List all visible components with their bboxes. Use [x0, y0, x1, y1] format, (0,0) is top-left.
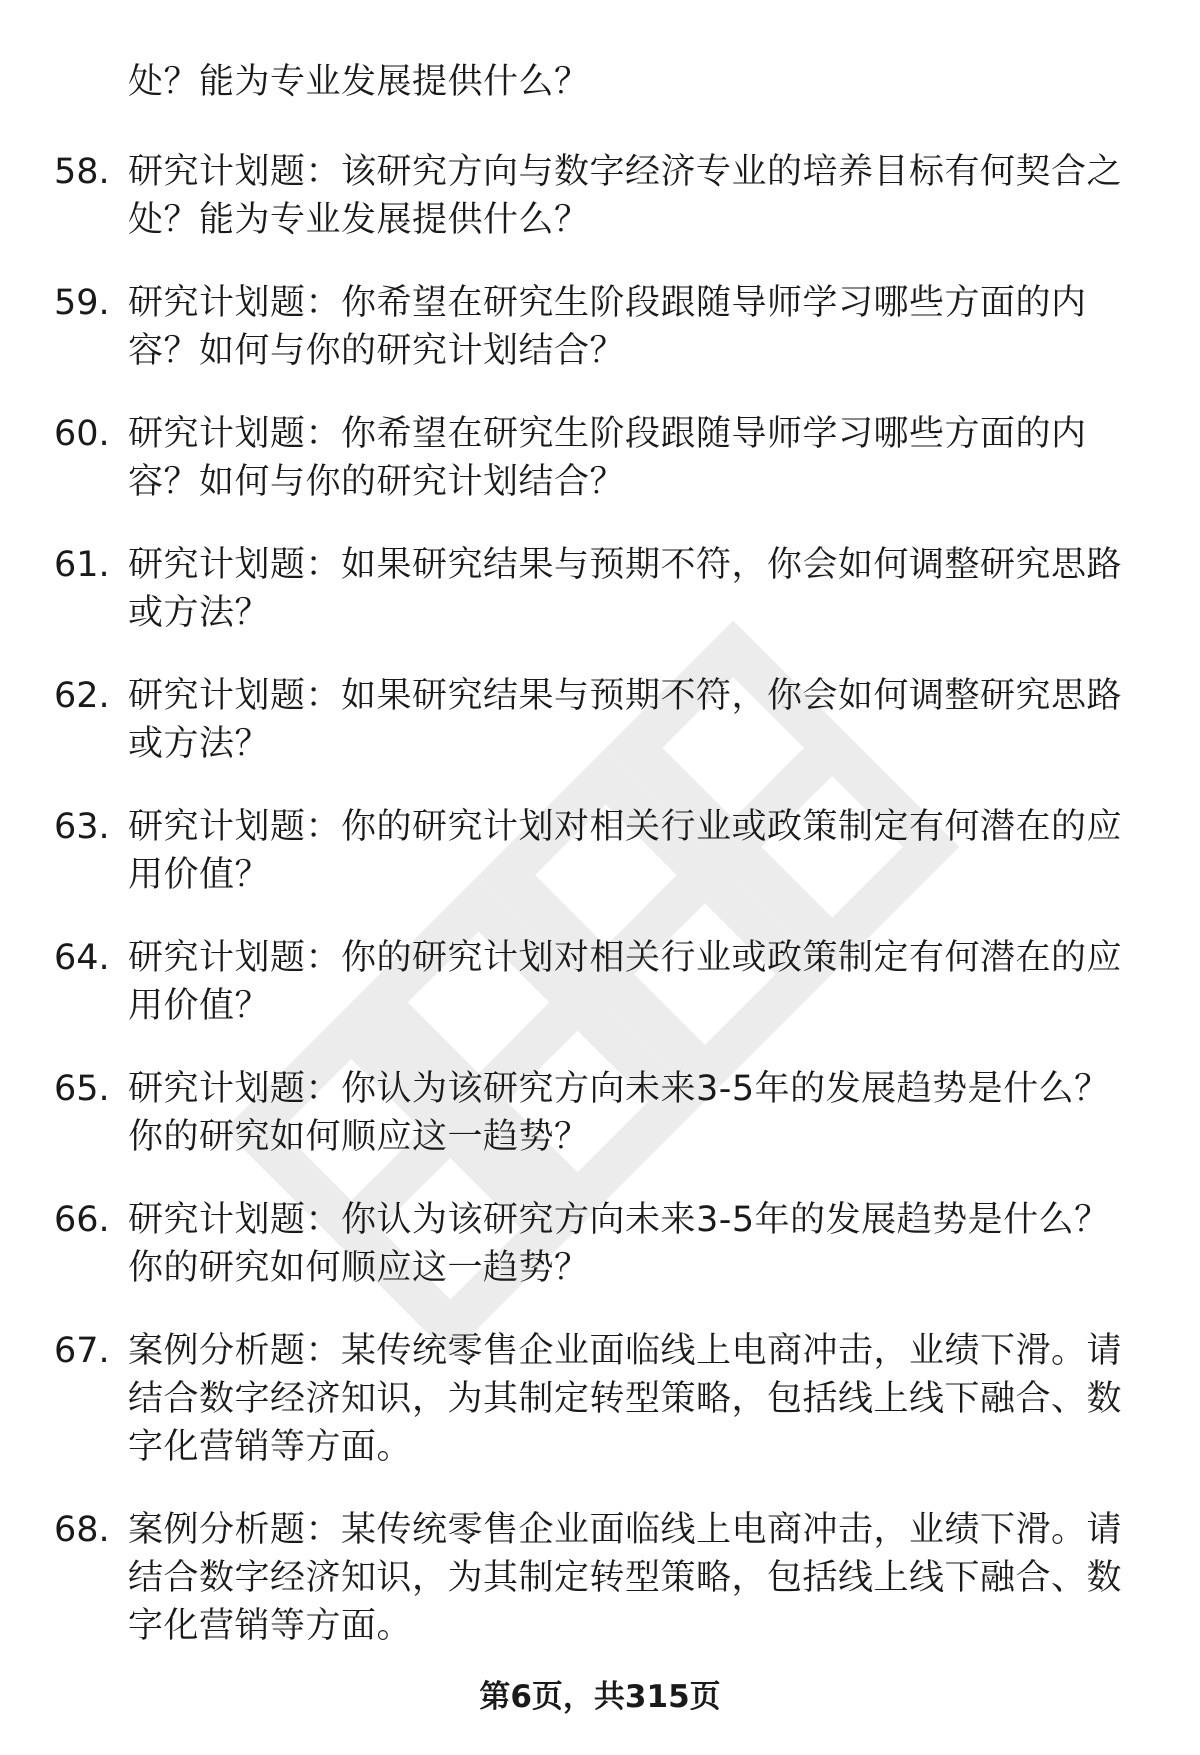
question-item — [0, 934, 1200, 1065]
question-item — [0, 279, 1200, 410]
question-number: 61. — [54, 545, 110, 585]
question-item — [0, 1196, 1200, 1327]
question-item — [0, 1065, 1200, 1196]
question-text: 研究计划题：你的研究计划对相关行业或政策制定有何潜在的应用价值？ — [128, 938, 1123, 1026]
question-number: 59. — [54, 283, 110, 323]
question-item — [0, 1506, 1200, 1685]
question-item — [0, 672, 1200, 803]
question-text: 研究计划题：你希望在研究生阶段跟随导师学习哪些方面的内容？如何与你的研究计划结合？ — [128, 414, 1087, 502]
question-number: 67. — [54, 1331, 110, 1371]
question-list — [0, 148, 1200, 1685]
question-text: 案例分析题：某传统零售企业面临线上电商冲击，业绩下滑。请结合数字经济知识，为其制定转型策略，包括线上线下融合、数字化营销等方面。 — [128, 1510, 1123, 1646]
question-item — [0, 1327, 1200, 1506]
question-text: 研究计划题：你的研究计划对相关行业或政策制定有何潜在的应用价值？ — [128, 807, 1123, 895]
question-text: 案例分析题：某传统零售企业面临线上电商冲击，业绩下滑。请结合数字经济知识，为其制定转型策略，包括线上线下融合、数字化营销等方面。 — [128, 1331, 1123, 1467]
question-number: 68. — [54, 1510, 110, 1550]
question-item — [0, 541, 1200, 672]
question-number: 62. — [54, 676, 110, 716]
question-text: 研究计划题：你希望在研究生阶段跟随导师学习哪些方面的内容？如何与你的研究计划结合？ — [128, 283, 1087, 371]
question-number: 64. — [54, 938, 110, 978]
question-number: 58. — [54, 152, 110, 192]
question-item — [0, 410, 1200, 541]
question-text: 研究计划题：该研究方向与数字经济专业的培养目标有何契合之处？能为专业发展提供什么？ — [128, 152, 1123, 240]
question-number: 60. — [54, 414, 110, 454]
question-text: 研究计划题：你认为该研究方向未来3-5年的发展趋势是什么？你的研究如何顺应这一趋势？ — [128, 1200, 1110, 1288]
question-item — [0, 803, 1200, 934]
page-footer: 第6页，共315页 — [479, 1679, 721, 1715]
question-number: 66. — [54, 1200, 110, 1240]
continued-question-text: 处？能为专业发展提供什么？ — [128, 62, 590, 102]
question-item — [0, 148, 1200, 279]
question-text: 研究计划题：你认为该研究方向未来3-5年的发展趋势是什么？你的研究如何顺应这一趋势？ — [128, 1069, 1110, 1157]
question-number: 65. — [54, 1069, 110, 1109]
question-text: 研究计划题：如果研究结果与预期不符，你会如何调整研究思路或方法？ — [128, 676, 1123, 764]
question-text: 研究计划题：如果研究结果与预期不符，你会如何调整研究思路或方法？ — [128, 545, 1123, 633]
question-number: 63. — [54, 807, 110, 847]
